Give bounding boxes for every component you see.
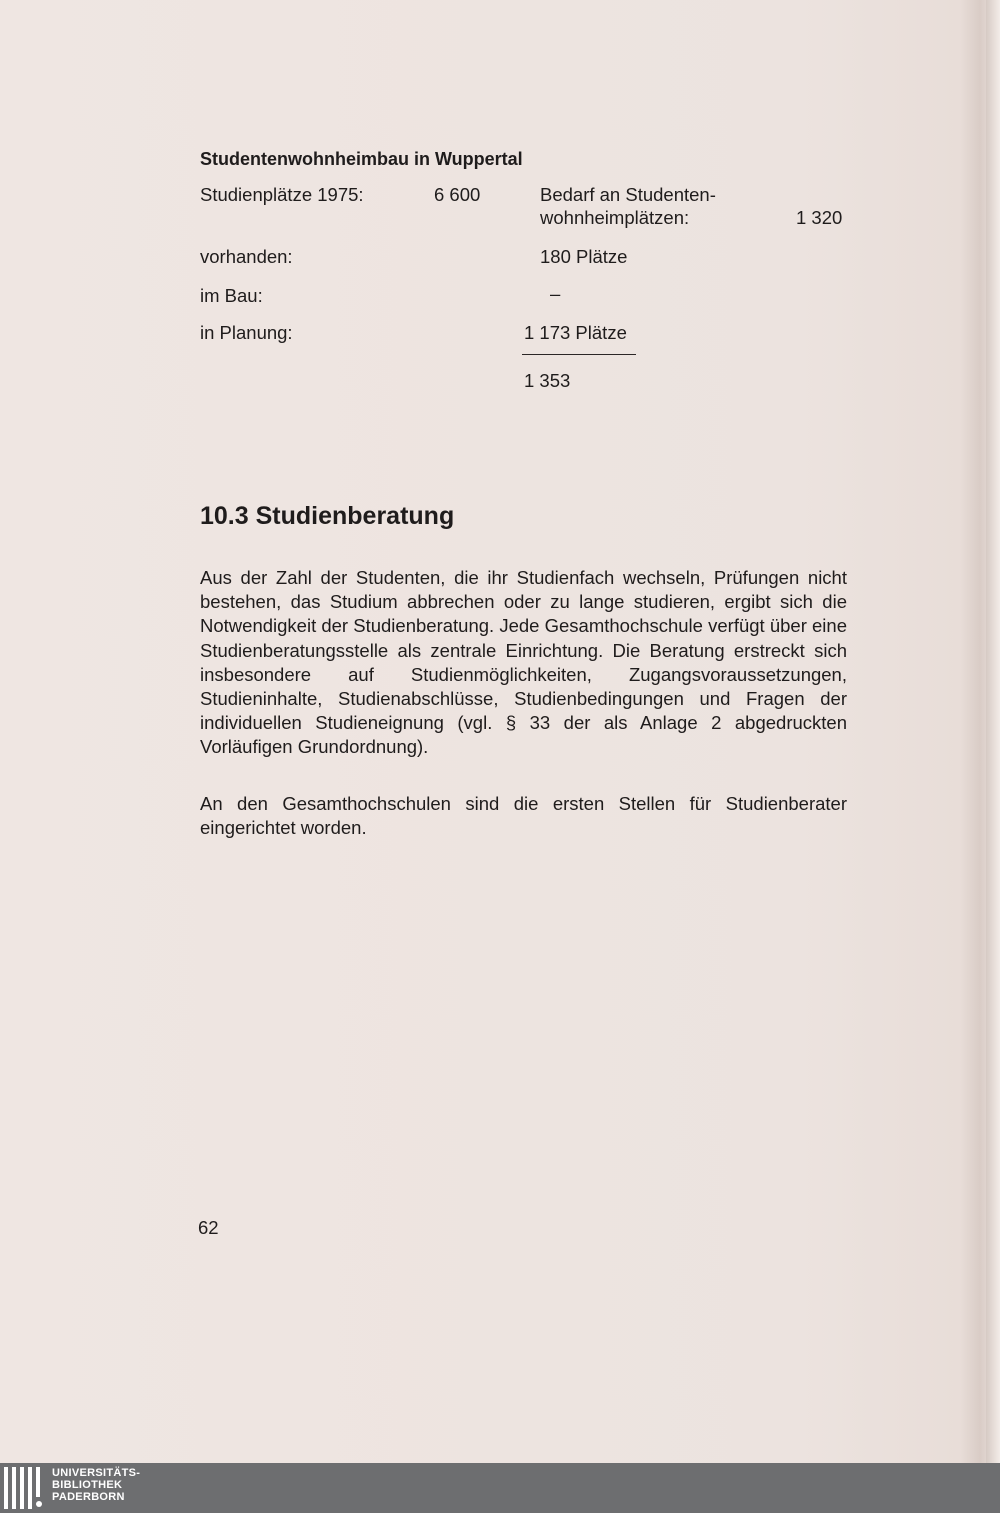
page-number: 62 — [198, 1217, 219, 1238]
body-paragraph-2: An den Gesamthochschulen sind die ersten Stellen für Studienberater eingerichtet worden. — [200, 793, 847, 839]
vorhanden-label: vorhanden: — [200, 246, 293, 267]
library-footer — [0, 1463, 1000, 1513]
vorhanden-value: 180 Plätze — [540, 246, 628, 267]
studienplaetze-value: 6 600 — [434, 184, 481, 205]
sum-rule — [522, 354, 636, 355]
page-edge — [986, 0, 1000, 1463]
in-planung-value: 1 173 Plätze — [524, 322, 627, 343]
logo-line-2: BIBLIOTHEK — [52, 1479, 123, 1491]
summe-value: 1 353 — [524, 370, 571, 391]
im-bau-label: im Bau: — [200, 285, 263, 306]
library-logo-icon — [4, 1467, 44, 1509]
studienplaetze-label: Studienplätze 1975: — [200, 184, 364, 205]
body-paragraph: Aus der Zahl der Studenten, die ihr Studienfach wechseln, Prüfungen nicht bestehen, das Studium abbrechen oder zu lange studieren, ergibt sich die Notwendigkeit der Studienberatung. Jede Gesamthochschule verfügt über eine Studienberatungsstelle als zentrale Einrichtung. Die Beratung erstreckt sich insbesondere auf Studienmöglichkeiten, Zugangsvoraussetzungen, Studieninhalte, Studienabschlüsse, Studienbedingungen und Fragen der individuellen Studieneignung (vgl. § 33 der als Anlage 2 abgedruckten Vorläufigen Grundordnung). — [200, 567, 847, 758]
library-logo-text — [52, 1467, 140, 1503]
section-heading: 10.3 Studienberatung — [200, 502, 455, 530]
logo-line-3: PADERBORN — [52, 1491, 125, 1503]
bedarf-value: 1 320 — [796, 207, 843, 228]
bedarf-label-line2: wohnheimplätzen: — [540, 207, 690, 228]
logo-line-1: UNIVERSITÄTS- — [52, 1467, 141, 1479]
in-planung-label: in Planung: — [200, 322, 293, 343]
im-bau-value: – — [550, 283, 561, 304]
bedarf-label-line1: Bedarf an Studenten- — [540, 184, 716, 205]
wuppertal-heading: Studentenwohnheimbau in Wuppertal — [200, 149, 523, 169]
